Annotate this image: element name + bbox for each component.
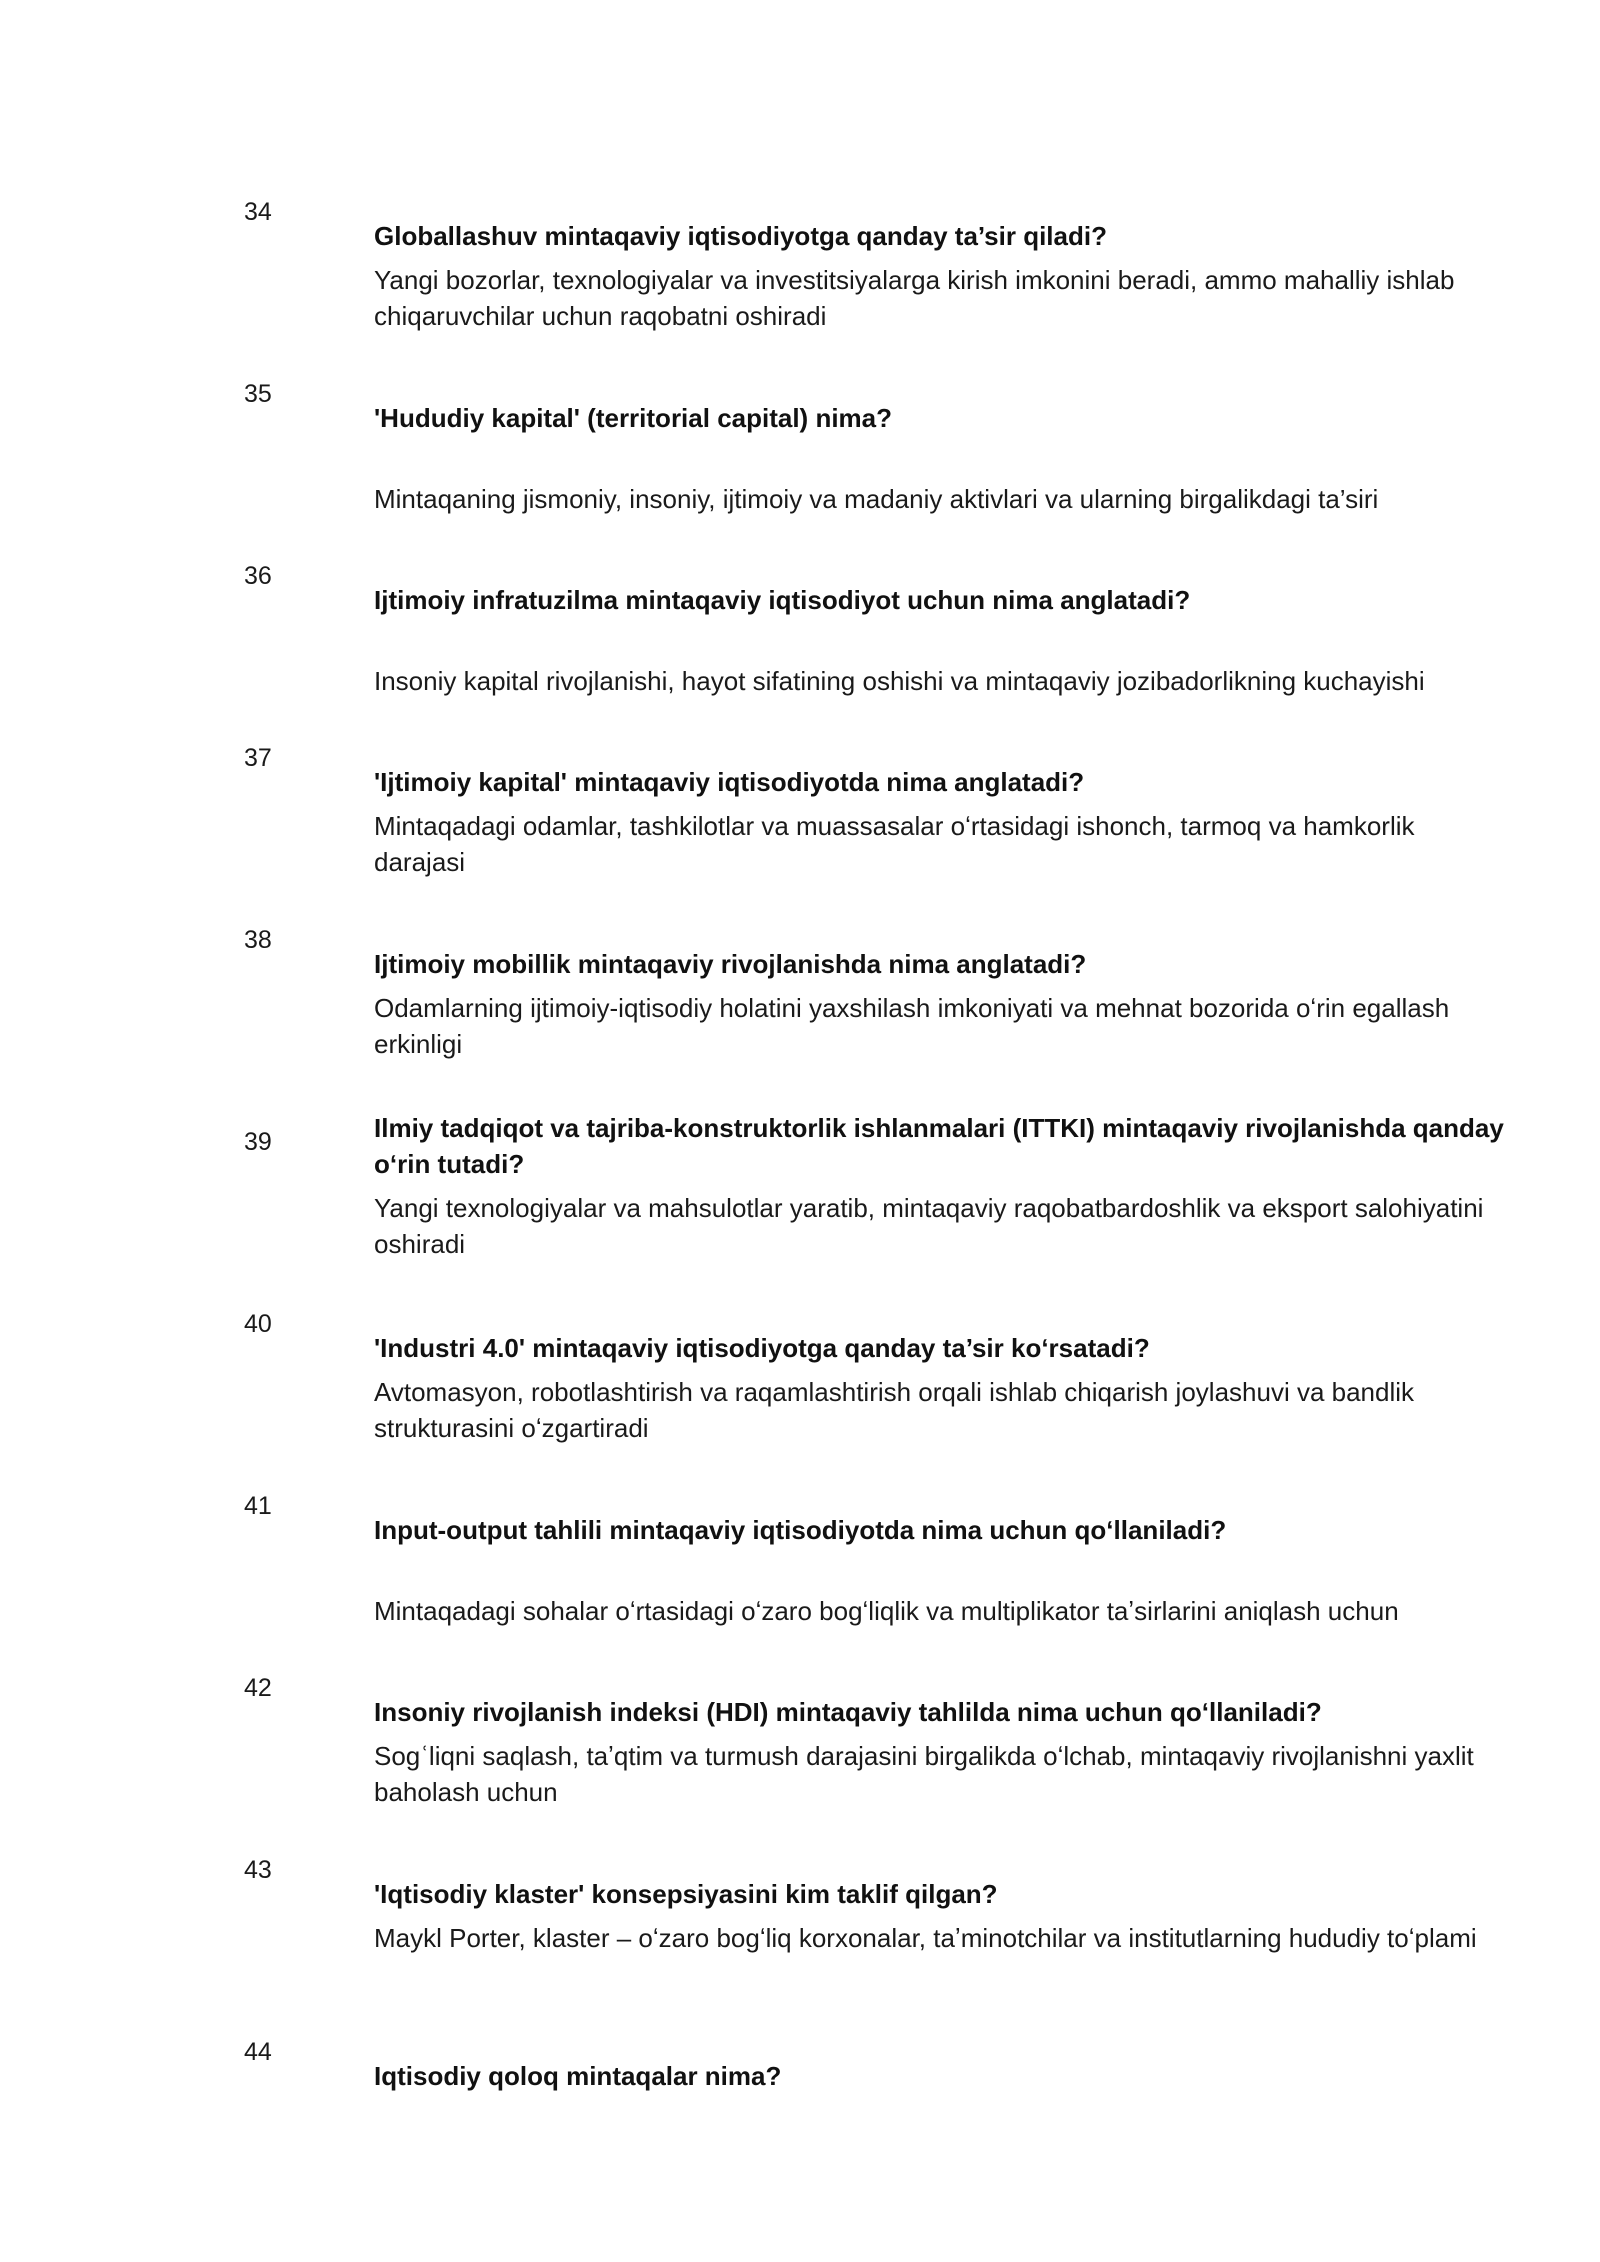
question-number: 44: [244, 2038, 272, 2066]
question-text: 'Industri 4.0' mintaqaviy iqtisodiyotga qanday ta’sir koʻrsatadi?: [374, 1333, 1150, 1363]
answer-text: Sogʿliqni saqlash, taʼqtim va turmush darajasini birgalikda oʻlchab, mintaqaviy rivojlanishni yaxlit baholash uchun: [374, 1741, 1474, 1807]
answer-text: Mintaqaning jismoniy, insoniy, ijtimoiy va madaniy aktivlari va ularning birgalikdagi ta’siri: [374, 484, 1379, 514]
question-text: Iqtisodiy qoloq mintaqalar nima?: [374, 2061, 782, 2091]
answer-text: Avtomasyon, robotlashtirish va raqamlashtirish orqali ishlab chiqarish joylashuvi va bandlik strukturasini oʻzgartiradi: [374, 1377, 1415, 1443]
question-number: 39: [244, 1128, 272, 1156]
question-number: 34: [244, 198, 272, 226]
question-text: 'Iqtisodiy klaster' konsepsiyasini kim taklif qilgan?: [374, 1879, 998, 1909]
question-text: Input-output tahlili mintaqaviy iqtisodiyotda nima uchun qoʻllaniladi?: [374, 1515, 1227, 1545]
question-number: 37: [244, 744, 272, 772]
question-number: 42: [244, 1674, 272, 1702]
answer-text: Mintaqadagi odamlar, tashkilotlar va muassasalar oʻrtasidagi ishonch, tarmoq va hamkorlik darajasi: [374, 811, 1415, 877]
question-text: Insoniy rivojlanish indeksi (HDI) mintaqaviy tahlilda nima uchun qoʻllaniladi?: [374, 1697, 1322, 1727]
question-text: 'Hududiy kapital' (territorial capital) nima?: [374, 403, 893, 433]
question-text: Ijtimoiy mobillik mintaqaviy rivojlanishda nima anglatadi?: [374, 949, 1087, 979]
question-number: 41: [244, 1492, 272, 1520]
answer-text: Insoniy kapital rivojlanishi, hayot sifatining oshishi va mintaqaviy jozibadorlikning kuchayishi: [374, 666, 1425, 696]
question-text: 'Ijtimoiy kapital' mintaqaviy iqtisodiyotda nima anglatadi?: [374, 767, 1085, 797]
answer-text: Odamlarning ijtimoiy-iqtisodiy holatini yaxshilash imkoniyati va mehnat bozorida oʻrin egallash erkinligi: [374, 993, 1450, 1059]
question-number: 40: [244, 1310, 272, 1338]
question-number: 43: [244, 1856, 272, 1884]
question-number: 36: [244, 562, 272, 590]
question-text: Ijtimoiy infratuzilma mintaqaviy iqtisodiyot uchun nima anglatadi?: [374, 585, 1191, 615]
answer-text: Mintaqadagi sohalar oʻrtasidagi oʻzaro bogʻliqlik va multiplikator taʼsirlarini aniqlash uchun: [374, 1596, 1399, 1626]
question-number: 35: [244, 380, 272, 408]
answer-text: Maykl Porter, klaster – oʻzaro bogʻliq korxonalar, taʼminotchilar va institutlarning hududiy toʻplami: [374, 1923, 1477, 1953]
question-number: 38: [244, 926, 272, 954]
answer-text: Yangi bozorlar, texnologiyalar va investitsiyalarga kirish imkonini beradi, ammo mahalliy ishlab chiqaruvchilar uchun raqobatni oshiradi: [374, 265, 1455, 331]
answer-text: Yangi texnologiyalar va mahsulotlar yaratib, mintaqaviy raqobatbardoshlik va eksport salohiyatini oshiradi: [374, 1193, 1484, 1259]
question-text: Ilmiy tadqiqot va tajriba-konstruktorlik ishlanmalari (ITTKI) mintaqaviy rivojlanishda qanday oʻrin tutadi?: [374, 1113, 1504, 1179]
question-text: Globallashuv mintaqaviy iqtisodiyotga qanday ta’sir qiladi?: [374, 221, 1107, 251]
